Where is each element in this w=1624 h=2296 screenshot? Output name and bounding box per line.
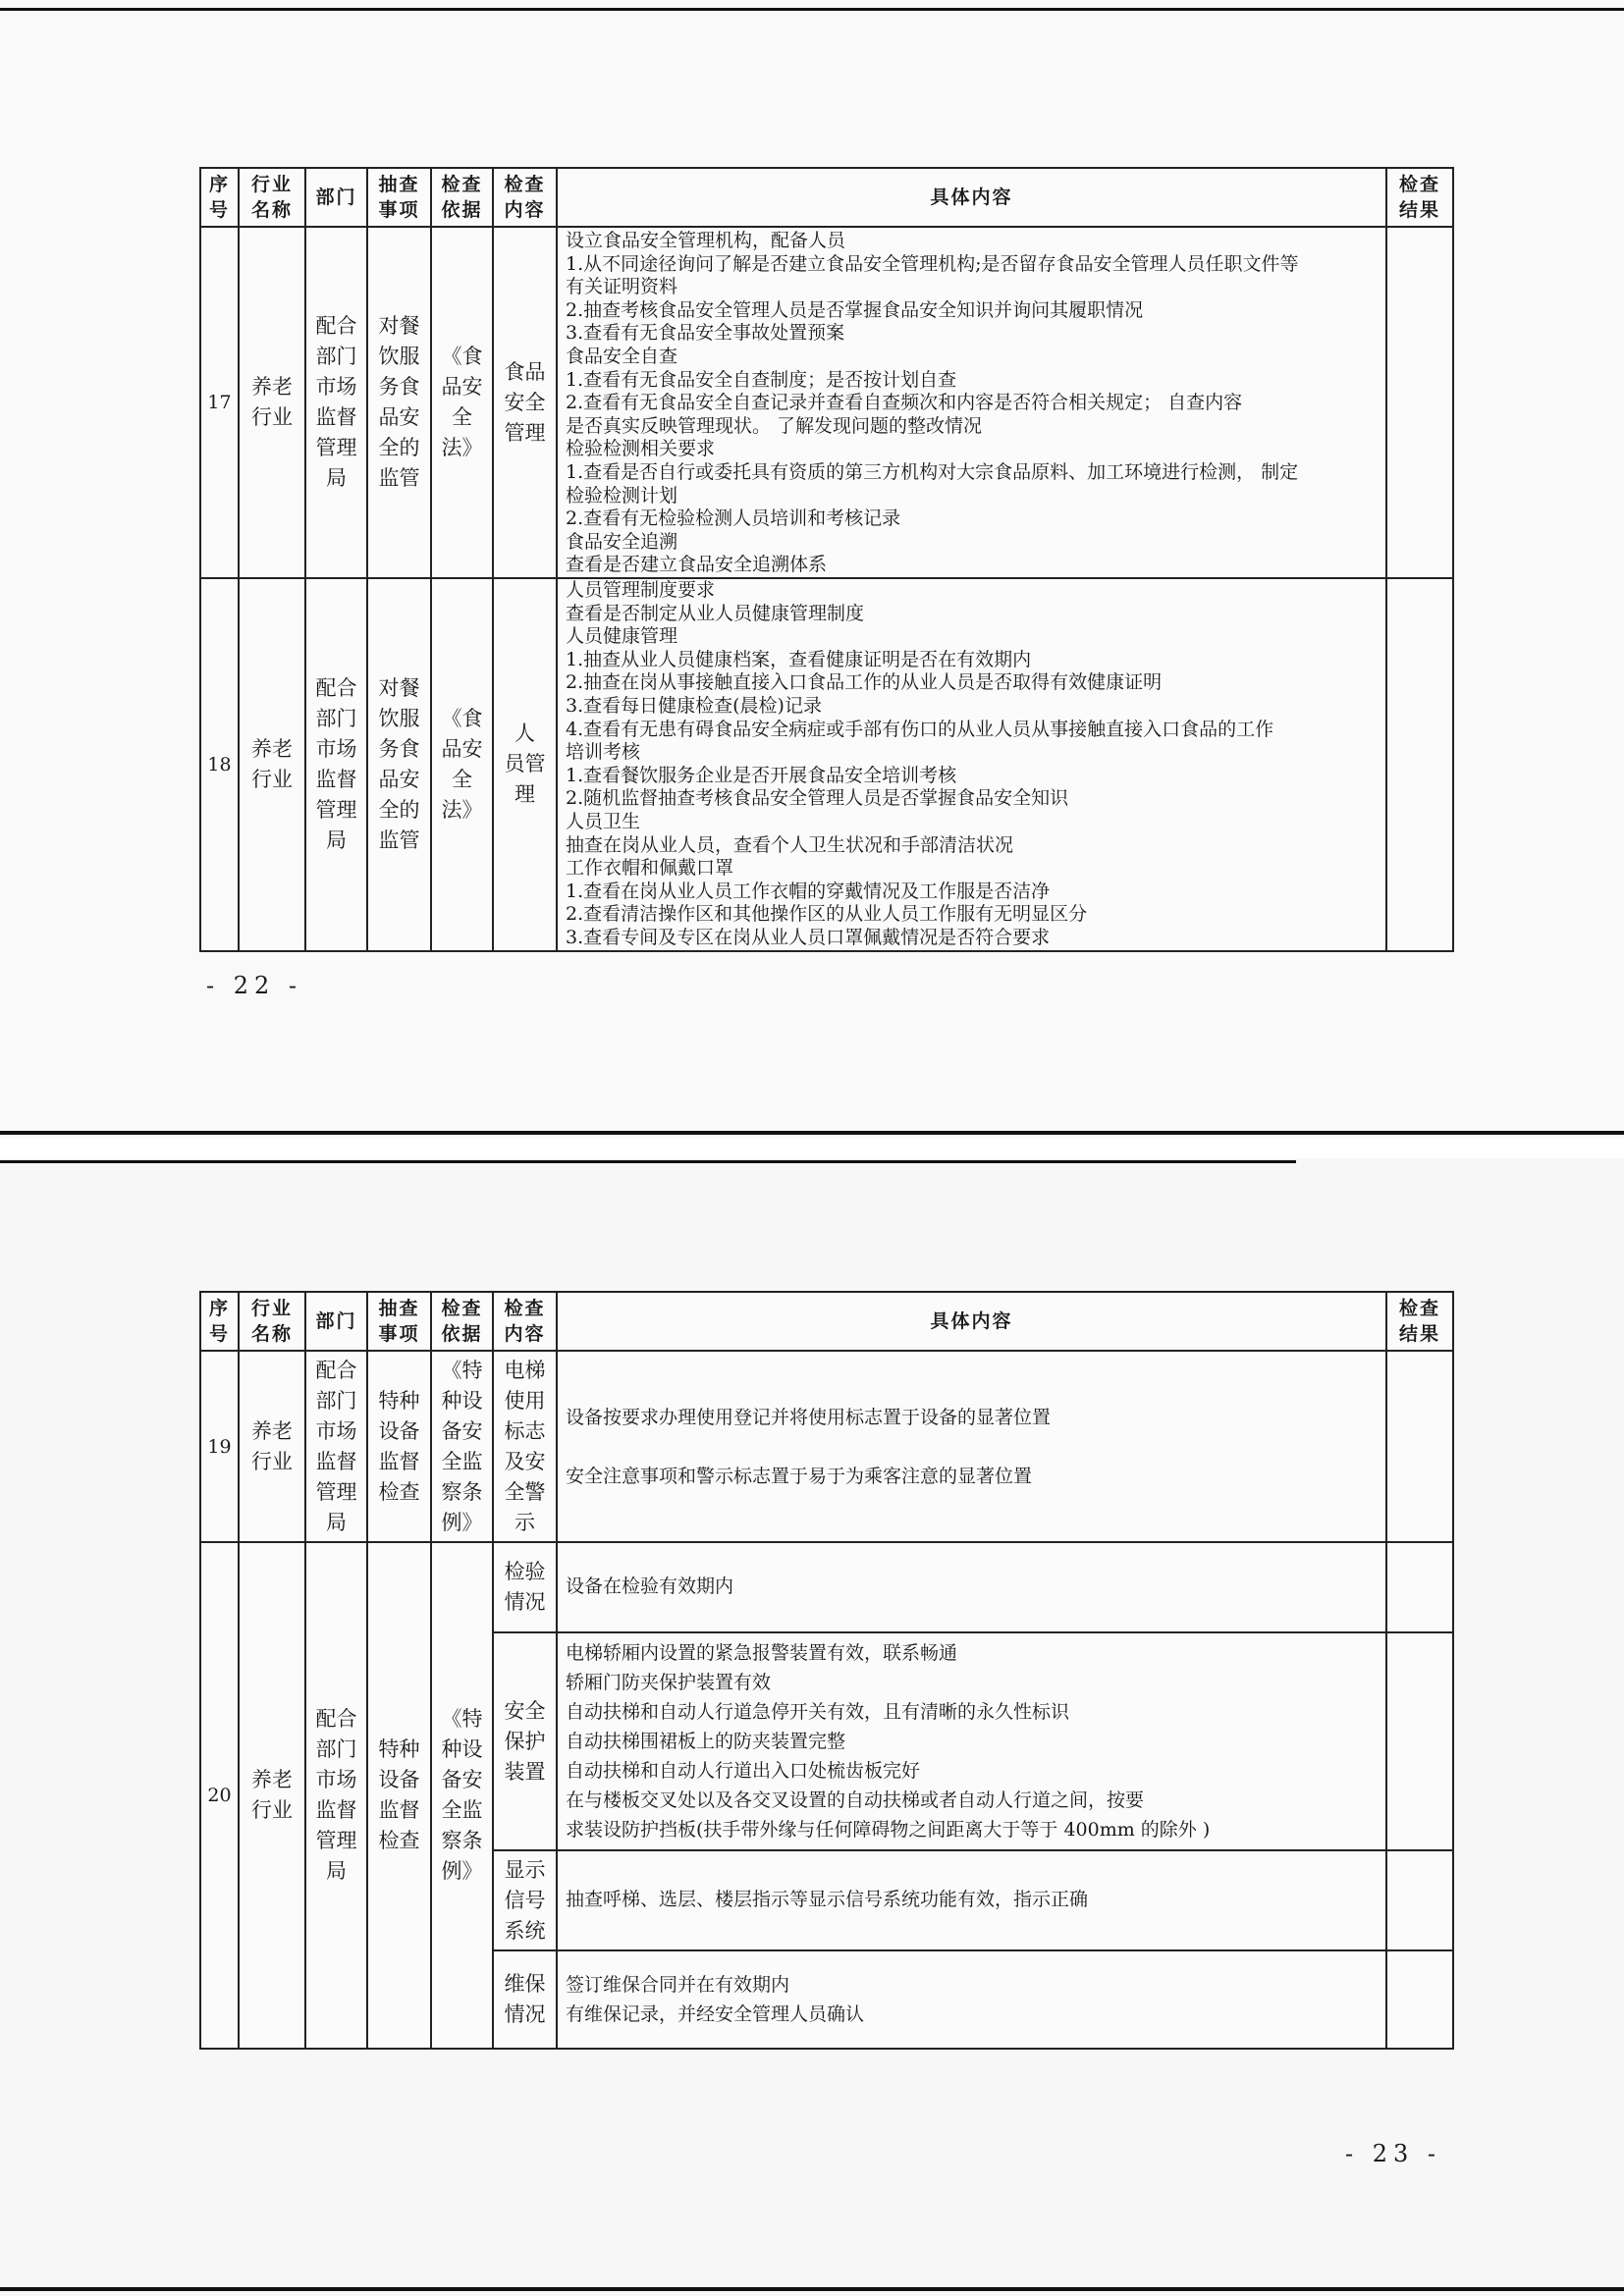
table-row-18	[200, 578, 1453, 951]
bottom-border-line	[0, 1131, 1624, 1135]
row-20-dept: 配合 部门 市场 监督 管理 局	[305, 1542, 367, 2049]
row-20-result-signal	[1386, 1850, 1453, 1950]
header-dept: 部门	[305, 1292, 367, 1351]
header-row	[200, 1292, 1453, 1351]
row-18-item: 对餐 饮服 务食 品安 全的 监管	[367, 578, 431, 951]
header-item: 抽查 事项	[367, 168, 431, 227]
header-detail: 具体内容	[557, 1292, 1386, 1351]
header-check: 检查 内容	[493, 1292, 557, 1351]
header-result: 检查 结果	[1386, 168, 1453, 227]
page-number-22: - 22 -	[206, 972, 303, 999]
row-20-check-inspection: 检验 情况	[493, 1542, 557, 1632]
header-item: 抽查 事项	[367, 1292, 431, 1351]
row-18-detail: 人员管理制度要求 查看是否制定从业人员健康管理制度 人员健康管理 1.抽查从业人员健康档案，查看健康证明是否在有效期内 2.抽查在岗从事接触直接入口食品工作的从业人员是否取得有效健康证明 3.查看每日健康检查(晨检)记录 4.查看有无患有碍食品安全病症或手部有伤口的从业人员从事接触直接入口食品的工作 培训考核 1.查看餐饮服务企业是否开展食品安全培训考核 2.随机监督抽查考核食品安全管理人员是否掌握食品安全知识 人员卫生 抽查在岗从业人员，查看个人卫生状况和手部清洁状况 工作衣帽和佩戴口罩 1.查看在岗从业人员工作衣帽的穿戴情况及工作服是否洁净 2.查看清洁操作区和其他操作区的从业人员工作服有无明显区分 3.查看专间及专区在岗从业人员口罩佩戴情况是否符合要求	[557, 578, 1386, 951]
row-20-detail-signal: 抽查呼梯、选层、楼层指示等显示信号系统功能有效，指示正确	[557, 1850, 1386, 1950]
row-17-check: 食品 安全 管理	[493, 227, 557, 578]
row-19-detail: 设备按要求办理使用登记并将使用标志置于设备的显著位置 安全注意事项和警示标志置于易于为乘客注意的显著位置	[557, 1351, 1386, 1542]
header-seq: 序 号	[200, 1292, 239, 1351]
page-number-23: - 23 -	[1345, 2140, 1442, 2167]
row-20-industry: 养老 行业	[239, 1542, 305, 2049]
row-17-result	[1386, 227, 1453, 578]
row-17-industry: 养老 行业	[239, 227, 305, 578]
header-row	[200, 168, 1453, 227]
row-20-basis: 《特 种设 备安 全监 察条 例》	[431, 1542, 493, 2049]
row-18-basis: 《食 品安 全 法》	[431, 578, 493, 951]
table-row-17	[200, 227, 1453, 578]
row-17-detail: 设立食品安全管理机构，配备人员 1.从不同途径询问了解是否建立食品安全管理机构;是否留存食品安全管理人员任职文件等 有关证明资料 2.抽查考核食品安全管理人员是否掌握食品安全知识并询问其履职情况 3.查看有无食品安全事故处置预案 食品安全自查 1.查看有无食品安全自查制度；是否按计划自查 2.查看有无食品安全自查记录并查看自查频次和内容是否符合相关规定； 自查内容 是否真实反映管理现状。 了解发现问题的整改情况 检验检测相关要求 1.查看是否自行或委托具有资质的第三方机构对大宗食品原料、加工环境进行检测， 制定 检验检测计划 2.查看有无检验检测人员培训和考核记录 食品安全追溯 查看是否建立食品安全追溯体系	[557, 227, 1386, 578]
top-border-line	[0, 1160, 1296, 1163]
bottom-border-line	[0, 2287, 1624, 2291]
header-result: 检查 结果	[1386, 1292, 1453, 1351]
row-18-check: 人 员管 理	[493, 578, 557, 951]
header-industry: 行业 名称	[239, 168, 305, 227]
row-19-check: 电梯 使用 标志 及安 全警 示	[493, 1351, 557, 1542]
row-20-detail-safety: 电梯轿厢内设置的紧急报警装置有效，联系畅通 轿厢门防夹保护装置有效 自动扶梯和自动人行道急停开关有效，且有清晰的永久性标识 自动扶梯围裙板上的防夹装置完整 自动扶梯和自动人行道出入口处梳齿板完好 在与楼板交叉处以及各交叉设置的自动扶梯或者自动人行道之间，按要 求装设防护挡板(扶手带外缘与任何障碍物之间距离大于等于 400mm 的除外 )	[557, 1632, 1386, 1850]
row-19-dept: 配合 部门 市场 监督 管理 局	[305, 1351, 367, 1542]
header-check: 检查 内容	[493, 168, 557, 227]
row-20-result-inspection	[1386, 1542, 1453, 1632]
row-19-basis: 《特 种设 备安 全监 察条 例》	[431, 1351, 493, 1542]
row-17-basis: 《食 品安 全 法》	[431, 227, 493, 578]
header-basis: 检查 依据	[431, 168, 493, 227]
row-18-industry: 养老 行业	[239, 578, 305, 951]
page-23	[0, 1158, 1624, 2296]
row-18-seq: 18	[200, 578, 239, 951]
row-20-detail-inspection: 设备在检验有效期内	[557, 1542, 1386, 1632]
inspection-table-page-22	[199, 167, 1454, 952]
row-20-check-signal: 显示 信号 系统	[493, 1850, 557, 1950]
row-19-industry: 养老 行业	[239, 1351, 305, 1542]
row-20-check-maintenance: 维保 情况	[493, 1950, 557, 2049]
row-18-result	[1386, 578, 1453, 951]
row-19-item: 特种 设备 监督 检查	[367, 1351, 431, 1542]
row-17-item: 对餐 饮服 务食 品安 全的 监管	[367, 227, 431, 578]
table-row-20-inspection	[200, 1542, 1453, 1632]
row-20-seq: 20	[200, 1542, 239, 2049]
row-17-seq: 17	[200, 227, 239, 578]
row-18-dept: 配合 部门 市场 监督 管理 局	[305, 578, 367, 951]
row-20-item: 特种 设备 监督 检查	[367, 1542, 431, 2049]
row-20-result-maintenance	[1386, 1950, 1453, 2049]
row-17-dept: 配合 部门 市场 监督 管理 局	[305, 227, 367, 578]
header-basis: 检查 依据	[431, 1292, 493, 1351]
inspection-table-page-23	[199, 1291, 1454, 2050]
row-20-detail-maintenance: 签订维保合同并在有效期内 有维保记录，并经安全管理人员确认	[557, 1950, 1386, 2049]
table-row-19	[200, 1351, 1453, 1542]
header-detail: 具体内容	[557, 168, 1386, 227]
header-dept: 部门	[305, 168, 367, 227]
page-22	[0, 0, 1624, 1139]
top-border-line	[0, 8, 1624, 11]
row-19-seq: 19	[200, 1351, 239, 1542]
row-20-check-safety: 安全 保护 装置	[493, 1632, 557, 1850]
header-seq: 序 号	[200, 168, 239, 227]
row-20-result-safety	[1386, 1632, 1453, 1850]
header-industry: 行业 名称	[239, 1292, 305, 1351]
row-19-result	[1386, 1351, 1453, 1542]
